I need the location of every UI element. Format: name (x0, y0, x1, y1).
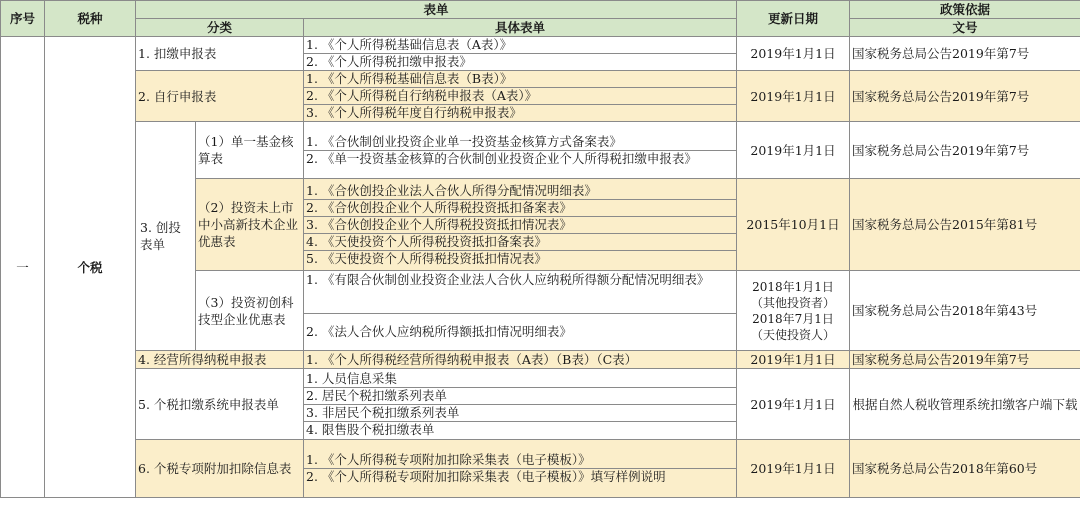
category-3-sub-2-forms (304, 179, 737, 271)
form-item: 1. 《个人所得税基础信息表（A表）》 (304, 37, 736, 54)
form-item: 2. 《法人合伙人应纳税所得额抵扣情况明细表》 (306, 324, 572, 339)
category-3: 3. 创投表单 (136, 122, 196, 351)
form-item: 1. 《个人所得税基础信息表（B表）》 (304, 71, 736, 88)
category-4-date: 2019年1月1日 (737, 351, 850, 369)
tax-type-cell: 个税 (45, 37, 136, 498)
category-2: 2. 自行申报表 (136, 71, 304, 122)
category-4-form: 1. 《个人所得税经营所得纳税申报表（A表）（B表）（C表） (304, 351, 737, 369)
seq-cell: 一 (1, 37, 45, 498)
form-item: 1. 《有限合伙制创业投资企业法人合伙人应纳税所得额分配情况明细表》 (304, 271, 736, 314)
form-item: 3. 非居民个税扣缴系列表单 (304, 405, 736, 422)
category-2-forms (304, 71, 737, 122)
date-other-investors: 2018年1月1日 (752, 279, 834, 294)
category-5-doc: 根据自然人税收管理系统扣缴客户端下载 (850, 369, 1080, 440)
category-3-sub-1-doc: 国家税务总局公告2019年第7号 (850, 122, 1080, 179)
header-tax-type: 税种 (45, 1, 136, 37)
header-form: 表单 (136, 1, 737, 19)
category-3-sub-1-date: 2019年1月1日 (737, 122, 850, 179)
category-6-date: 2019年1月1日 (737, 440, 850, 498)
header-policy-basis: 政策依据 (850, 1, 1080, 19)
category-1-date: 2019年1月1日 (737, 37, 850, 71)
form-item: 1. 《个人所得税专项附加扣除采集表（电子模板）》 (304, 452, 736, 469)
category-3-sub-1: （1）单一基金核算表 (196, 122, 304, 179)
category-5-date: 2019年1月1日 (737, 369, 850, 440)
date-other-investors-note: （其他投资者） (751, 295, 836, 310)
category-6-doc: 国家税务总局公告2018年第60号 (850, 440, 1080, 498)
category-3-sub-3-date (737, 271, 850, 351)
category-2-doc: 国家税务总局公告2019年第7号 (850, 71, 1080, 122)
date-angel-investors: 2018年7月1日 (752, 311, 834, 326)
category-3-sub-1-forms (304, 122, 737, 179)
category-4: 4. 经营所得纳税申报表 (136, 351, 304, 369)
category-3-sub-3-doc: 国家税务总局公告2018年第43号 (850, 271, 1080, 351)
category-5-forms (304, 369, 737, 440)
category-1: 1. 扣缴申报表 (136, 37, 304, 71)
form-item: 2. 《合伙创投企业个人所得税投资抵扣备案表》 (304, 200, 736, 217)
form-item: 5. 《天使投资个人所得税投资抵扣情况表》 (306, 250, 547, 266)
header-specific-form: 具体表单 (304, 19, 737, 37)
form-item: 1. 《合伙制创业投资企业单一投资基金核算方式备案表》 (304, 134, 736, 151)
form-item: 2. 《单一投资基金核算的合伙制创业投资企业个人所得税扣缴申报表》 (306, 150, 697, 166)
form-item: 3. 《合伙创投企业个人所得税投资抵扣情况表》 (304, 217, 736, 234)
category-3-sub-3: （3）投资初创科技型企业优惠表 (196, 271, 304, 351)
header-seq: 序号 (1, 1, 45, 37)
header-category: 分类 (136, 19, 304, 37)
form-item: 3. 《个人所得税年度自行纳税申报表》 (306, 105, 522, 120)
date-angel-investors-note: （天使投资人） (751, 327, 836, 342)
category-3-sub-2-date: 2015年10月1日 (737, 179, 850, 271)
form-item: 4. 《天使投资个人所得税投资抵扣备案表》 (304, 234, 736, 251)
form-item: 2. 《个人所得税扣缴申报表》 (306, 54, 472, 69)
form-item: 1. 人员信息采集 (304, 371, 736, 388)
header-update-date: 更新日期 (737, 1, 850, 37)
category-2-date: 2019年1月1日 (737, 71, 850, 122)
form-item: 4. 限售股个税扣缴表单 (306, 421, 435, 437)
category-3-sub-2: （2）投资未上市中小高新技术企业优惠表 (196, 179, 304, 271)
form-item: 2. 居民个税扣缴系列表单 (304, 388, 736, 405)
category-6-forms (304, 440, 737, 498)
header-doc-no: 文号 (850, 19, 1080, 37)
category-3-sub-3-forms (304, 271, 737, 351)
category-6: 6. 个税专项附加扣除信息表 (136, 440, 304, 498)
category-3-sub-2-doc: 国家税务总局公告2015年第81号 (850, 179, 1080, 271)
form-item: 2. 《个人所得税专项附加扣除采集表（电子模板）》填写样例说明 (306, 469, 666, 484)
category-1-doc: 国家税务总局公告2019年第7号 (850, 37, 1080, 71)
form-item: 2. 《个人所得税自行纳税申报表（A表）》 (304, 88, 736, 105)
form-item: 1. 《合伙创投企业法人合伙人所得分配情况明细表》 (304, 183, 736, 200)
category-5: 5. 个税扣缴系统申报表单 (136, 369, 304, 440)
category-4-doc: 国家税务总局公告2019年第7号 (850, 351, 1080, 369)
category-1-forms (304, 37, 737, 71)
